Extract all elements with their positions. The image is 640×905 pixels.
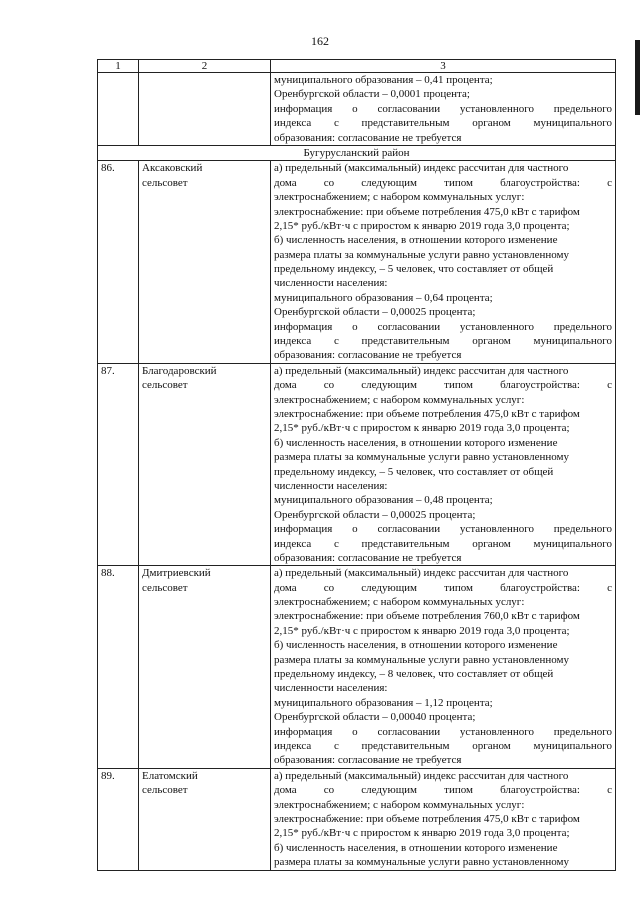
text-line: образования: согласование не требуется (274, 551, 462, 564)
municipality-name (139, 161, 271, 363)
text-line: предельному индексу, – 5 человек, что составляет от общей (274, 263, 554, 276)
table-row (98, 363, 616, 565)
text-line: электроснабжением; с набором коммунальных услуг: (274, 596, 525, 609)
text-line: дома со следующим типом благоустройства: с (274, 784, 612, 797)
index-description (271, 161, 616, 363)
text-line: 2,15* руб./кВт·ч с приростом к январю 2019 года 3,0 процента; (274, 827, 570, 840)
text-line: дома со следующим типом благоустройства: с (274, 581, 612, 594)
text-line: электроснабжение: при объеме потребления 760,0 кВт с тарифом (274, 610, 580, 623)
text-line: численности населения: (274, 682, 388, 695)
text-line: информация о согласовании установленного предельного (274, 102, 612, 115)
district-heading: Бугурусланский район (98, 145, 616, 160)
text-line: информация о согласовании установленного предельного (274, 725, 612, 738)
text-line: электроснабжением; с набором коммунальных услуг: (274, 798, 525, 811)
continuation-text-cell (271, 73, 616, 146)
continuation-name-cell (139, 73, 271, 146)
text-line: численности населения: (274, 277, 388, 290)
text-line: размера платы за коммунальные услуги равно установленному (274, 856, 569, 869)
text-line: Оренбургской области – 0,00025 процента; (274, 508, 476, 521)
text-line: информация о согласовании установленного предельного (274, 523, 612, 536)
municipality-name-line: сельсовет (142, 176, 188, 189)
municipality-name-line: сельсовет (142, 784, 188, 797)
text-line: 2,15* руб./кВт·ч с приростом к январю 2019 года 3,0 процента; (274, 422, 570, 435)
text-line: а) предельный (максимальный) индекс рассчитан для частного (274, 162, 569, 175)
text-line: индекса с представительным органом муниципального (274, 117, 612, 130)
header-col-1: 1 (98, 60, 139, 73)
district-row (98, 145, 616, 160)
text-line: а) предельный (максимальный) индекс рассчитан для частного (274, 364, 569, 377)
municipality-name (139, 566, 271, 768)
text-line: электроснабжение: при объеме потребления 475,0 кВт с тарифом (274, 812, 580, 825)
municipality-name (139, 363, 271, 565)
text-line: размера платы за коммунальные услуги равно установленному (274, 451, 569, 464)
text-line: электроснабжением; с набором коммунальных услуг: (274, 191, 525, 204)
text-line: а) предельный (максимальный) индекс рассчитан для частного (274, 769, 569, 782)
municipality-name (139, 768, 271, 870)
index-description (271, 566, 616, 768)
tariff-table (97, 59, 616, 871)
page-number: 162 (311, 34, 329, 48)
text-line: 2,15* руб./кВт·ч с приростом к январю 2019 года 3,0 процента; (274, 219, 570, 232)
header-row (98, 60, 616, 73)
text-line: Оренбургской области – 0,0001 процента; (274, 88, 470, 101)
text-line: дома со следующим типом благоустройства: с (274, 379, 612, 392)
text-line: дома со следующим типом благоустройства: с (274, 176, 612, 189)
text-line: образования: согласование не требуется (274, 131, 462, 144)
municipality-name-line: Елатомский (142, 769, 198, 782)
table-row (98, 768, 616, 870)
text-line: муниципального образования – 0,48 процента; (274, 494, 493, 507)
continuation-num-cell (98, 73, 139, 146)
text-line: электроснабжением; с набором коммунальных услуг: (274, 393, 525, 406)
text-line: электроснабжение: при объеме потребления 475,0 кВт с тарифом (274, 205, 580, 218)
text-line: индекса с представительным органом муниципального (274, 739, 612, 752)
municipality-name-line: сельсовет (142, 379, 188, 392)
municipality-name-line: Благодаровский (142, 364, 217, 377)
text-line: б) численность населения, в отношении которого изменение (274, 841, 558, 854)
text-line: муниципального образования – 0,41 процента; (274, 74, 493, 86)
text-line: образования: согласование не требуется (274, 754, 462, 767)
row-number: 86. (98, 161, 139, 363)
text-line: образования: согласование не требуется (274, 349, 462, 362)
header-col-3: 3 (271, 60, 616, 73)
header-col-2: 2 (139, 60, 271, 73)
municipality-name-line: Дмитриевский (142, 567, 211, 580)
text-line: индекса с представительным органом муниципального (274, 537, 612, 550)
text-line: муниципального образования – 0,64 процента; (274, 291, 493, 304)
text-line: численности населения: (274, 479, 388, 492)
text-line: Оренбургской области – 0,00040 процента; (274, 711, 476, 724)
text-line: муниципального образования – 1,12 процента; (274, 696, 493, 709)
index-description (271, 363, 616, 565)
table-row (98, 161, 616, 363)
text-line: информация о согласовании установленного предельного (274, 320, 612, 333)
text-line: индекса с представительным органом муниципального (274, 335, 612, 348)
text-line: б) численность населения, в отношении которого изменение (274, 234, 558, 247)
text-line: б) численность населения, в отношении которого изменение (274, 639, 558, 652)
municipality-name-line: сельсовет (142, 581, 188, 594)
text-line: Оренбургской области – 0,00025 процента; (274, 306, 476, 319)
index-description (271, 768, 616, 870)
scan-edge-mark (635, 40, 640, 115)
continuation-row (98, 73, 616, 146)
row-number: 87. (98, 363, 139, 565)
row-number: 89. (98, 768, 139, 870)
text-line: а) предельный (максимальный) индекс рассчитан для частного (274, 567, 569, 580)
text-line: электроснабжение: при объеме потребления 475,0 кВт с тарифом (274, 408, 580, 420)
table-row (98, 566, 616, 768)
row-number: 88. (98, 566, 139, 768)
text-line: б) численность населения, в отношении которого изменение (274, 436, 558, 449)
text-line: размера платы за коммунальные услуги равно установленному (274, 248, 569, 261)
text-line: предельному индексу, – 8 человек, что составляет от общей (274, 668, 554, 681)
text-line: размера платы за коммунальные услуги равно установленному (274, 653, 569, 666)
text-line: предельному индексу, – 5 человек, что составляет от общей (274, 465, 554, 478)
municipality-name-line: Аксаковский (142, 162, 203, 175)
text-line: 2,15* руб./кВт·ч с приростом к январю 2019 года 3,0 процента; (274, 624, 570, 637)
